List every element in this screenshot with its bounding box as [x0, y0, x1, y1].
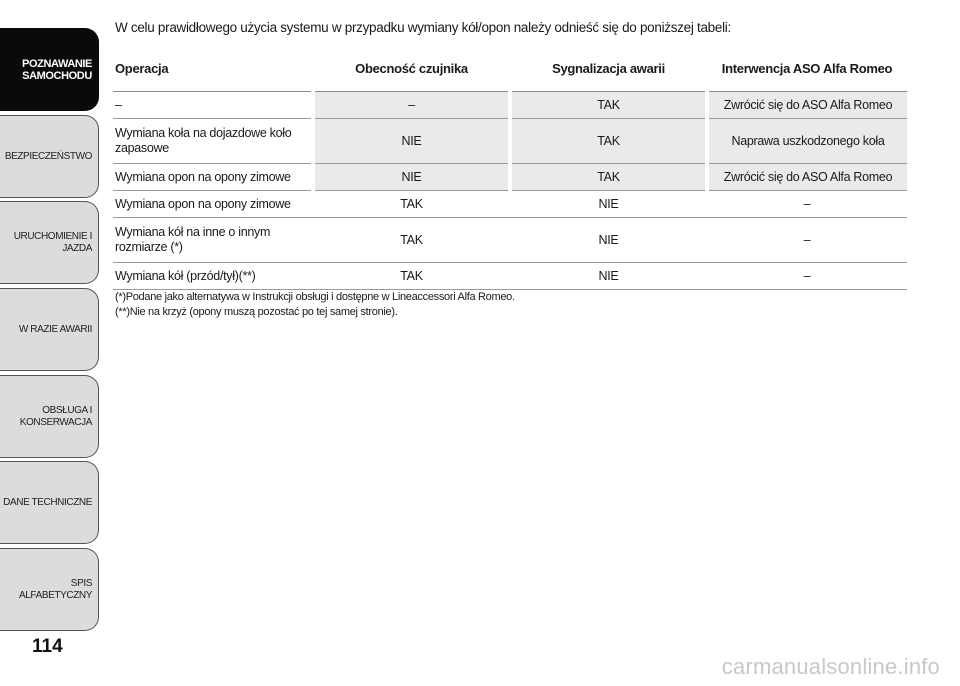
table-cell-czujnik: NIE [313, 164, 510, 191]
table-cell-czujnik: TAK [313, 263, 510, 290]
table-cell-operacja: Wymiana kół (przód/tył)(**) [113, 263, 313, 290]
tab-label: URUCHOMIENIE I JAZDA [13, 230, 92, 254]
column-header-obecnosc-czujnika: Obecność czujnika [313, 45, 510, 92]
table-cell-interwencja: – [707, 263, 907, 290]
tab-poznawanie-samochodu[interactable] [0, 28, 99, 111]
table-cell-operacja: Wymiana koła na dojazdowe koło zapasowe [113, 119, 313, 164]
table-cell-operacja: Wymiana opon na opony zimowe [113, 191, 313, 218]
table-cell-czujnik: TAK [313, 191, 510, 218]
tab-label: DANE TECHNICZNE [3, 496, 92, 508]
table-cell-sygnalizacja: TAK [510, 92, 707, 119]
tab-bezpieczenstwo[interactable] [0, 115, 99, 198]
table-cell-operacja: Wymiana kół na inne o innym rozmiarze (*) [113, 218, 313, 263]
table-cell-czujnik: – [313, 92, 510, 119]
tab-dane-techniczne[interactable] [0, 461, 99, 544]
footnote-1: (*)Podane jako alternatywa w Instrukcji obsługi i dostępne w Lineaccessori Alfa Romeo. [115, 291, 515, 303]
table-row [113, 218, 907, 263]
page-number: 114 [32, 636, 63, 657]
tab-uruchomienie-i-jazda[interactable] [0, 201, 99, 284]
column-header-interwencja-aso: Interwencja ASO Alfa Romeo [707, 45, 907, 92]
table-row [113, 263, 907, 290]
table-cell-interwencja: Zwrócić się do ASO Alfa Romeo [707, 164, 907, 191]
table-cell-operacja: Wymiana opon na opony zimowe [113, 164, 313, 191]
table-cell-sygnalizacja: NIE [510, 218, 707, 263]
table-cell-interwencja: – [707, 191, 907, 218]
tab-spis-alfabetyczny[interactable] [0, 548, 99, 631]
table-cell-sygnalizacja: NIE [510, 263, 707, 290]
table-cell-interwencja: Naprawa uszkodzonego koła [707, 119, 907, 164]
tab-label: W RAZIE AWARII [18, 323, 92, 335]
tab-label: POZNAWANIE SAMOCHODU [22, 57, 92, 82]
table-row [113, 191, 907, 218]
column-header-sygnalizacja-awarii: Sygnalizacja awarii [510, 45, 707, 92]
table-cell-sygnalizacja: TAK [510, 164, 707, 191]
table-cell-sygnalizacja: NIE [510, 191, 707, 218]
table-row [113, 119, 907, 164]
table-cell-sygnalizacja: TAK [510, 119, 707, 164]
chapter-sidebar [0, 0, 100, 686]
tab-label: OBSŁUGA I KONSERWACJA [19, 404, 92, 428]
footnotes [115, 290, 515, 320]
tab-obsluga-i-konserwacja[interactable] [0, 375, 99, 458]
table-header-row [113, 45, 907, 92]
table-cell-czujnik: NIE [313, 119, 510, 164]
table-row [113, 92, 907, 119]
tab-w-razie-awarii[interactable] [0, 288, 99, 371]
table-row [113, 164, 907, 191]
tire-change-table [113, 45, 907, 290]
watermark: carmanualsonline.info [721, 654, 940, 679]
tab-label: SPIS ALFABETYCZNY [19, 577, 92, 601]
intro-text: W celu prawidłowego użycia systemu w przypadku wymiany kół/opon należy odnieść się do poniższej tabeli: [115, 20, 731, 35]
column-header-operacja: Operacja [113, 45, 313, 92]
table-cell-interwencja: Zwrócić się do ASO Alfa Romeo [707, 92, 907, 119]
table-cell-czujnik: TAK [313, 218, 510, 263]
footnote-2: (**)Nie na krzyż (opony muszą pozostać po tej samej stronie). [115, 306, 398, 318]
tab-label: BEZPIECZEŃSTWO [4, 150, 92, 162]
table-cell-operacja: – [113, 92, 313, 119]
table-cell-interwencja: – [707, 218, 907, 263]
